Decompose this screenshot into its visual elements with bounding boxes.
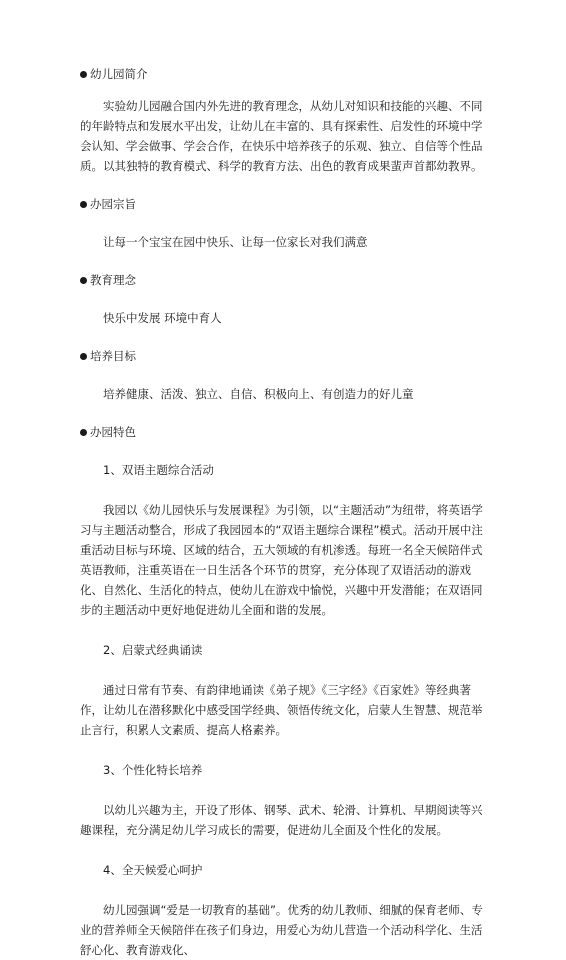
section-heading-philosophy: [80, 272, 486, 288]
heading-text: 办园宗旨: [90, 197, 136, 211]
feature-title: 1、双语主题综合活动: [103, 463, 214, 477]
bullet-icon: [80, 201, 87, 208]
section-heading-purpose: [80, 196, 486, 212]
section-heading-goals: [80, 348, 486, 364]
feature-paragraph: 幼儿园强调“爱是一切教育的基础”。优秀的幼儿教师、细腻的保育老师、专业的营养师全天候陪伴在孩子们身边，用爱心为幼儿营造一个活动科学化、生活舒心化、教育游戏化、: [80, 903, 483, 957]
intro-paragraph: 实验幼儿园融合国内外先进的教育理念，从幼儿对知识和技能的兴趣、不同的年龄特点和发展水平出发，让幼儿在丰富的、具有探索性、启发性的环境中学会认知、学会做事、学会合作，在快乐中培养孩子的乐观、独立、自信等个性品质。以其独特的教育模式、科学的教育方法、出色的教育成果蜚声首都幼教界。: [80, 99, 483, 173]
feature-title: 2、启蒙式经典诵读: [103, 643, 203, 657]
purpose-text: 让每一个宝宝在园中快乐、让每一位家长对我们满意: [103, 235, 368, 249]
section-heading-features: [80, 424, 486, 440]
bullet-icon: [80, 71, 87, 78]
feature-title: 3、个性化特长培养: [103, 763, 203, 777]
feature-paragraph: 我园以《幼儿园快乐与发展课程》为引领，以“主题活动”为纽带，将英语学习与主题活动整合，形成了我园园本的“双语主题综合课程”模式。活动开展中注重活动目标与环境、区域的结合，五大领域的有机渗透。每班一名全天候陪伴式英语教师，注重英语在一日生活各个环节的贯穿，充分体现了双语活动的游戏化、自然化、生活化的特点，使幼儿在游戏中愉悦，兴趣中开发潜能；在双语同步的主题活动中更好地促进幼儿全面和谐的发展。: [80, 503, 483, 617]
feature-title: 4、全天候爱心呵护: [103, 863, 203, 877]
heading-text: 培养目标: [90, 349, 136, 363]
heading-text: 幼儿园简介: [90, 67, 148, 81]
section-heading-intro: [80, 66, 486, 82]
bullet-icon: [80, 277, 87, 284]
bullet-icon: [80, 353, 87, 360]
heading-text: 办园特色: [90, 425, 136, 439]
philosophy-text: 快乐中发展 环境中育人: [103, 311, 222, 325]
feature-paragraph: 通过日常有节奏、有韵律地诵读《弟子规》《三字经》《百家姓》等经典著作，让幼儿在潜移默化中感受国学经典、领悟传统文化，启蒙人生智慧、规范举止言行，积累人文素质、提高人格素养。: [80, 683, 483, 737]
goals-text: 培养健康、活泼、独立、自信、积极向上、有创造力的好儿童: [103, 387, 414, 401]
bullet-icon: [80, 429, 87, 436]
heading-text: 教育理念: [90, 273, 136, 287]
feature-paragraph: 以幼儿兴趣为主，开设了形体、钢琴、武术、轮滑、计算机、早期阅读等兴趣课程，充分满足幼儿学习成长的需要，促进幼儿全面及个性化的发展。: [80, 803, 483, 837]
